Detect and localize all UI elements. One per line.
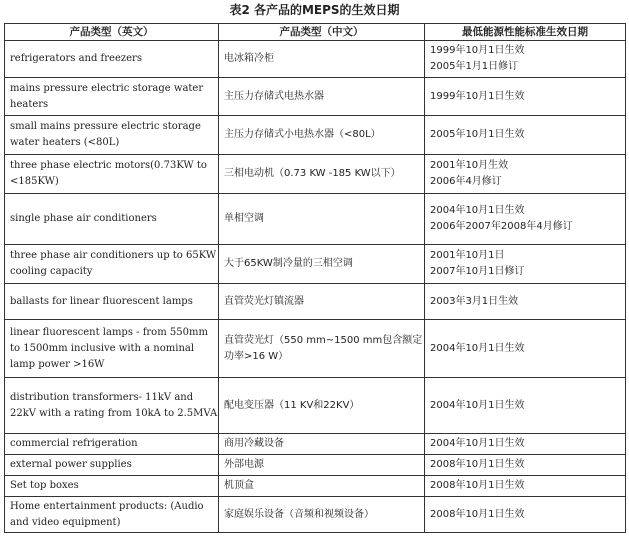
- table-row: [5, 497, 626, 533]
- product-type-chinese: 商用冷藏设备: [219, 434, 425, 455]
- effective-date: 1999年10月1日生效: [430, 45, 525, 56]
- effective-date-cell: [425, 116, 626, 155]
- effective-date: 2006年4月修订: [430, 176, 502, 187]
- effective-date: 2004年10月1日生效: [430, 438, 525, 449]
- product-type-chinese: 直管荧光灯（550 mm~1500 mm包含额定功率>16 W）: [219, 320, 425, 378]
- effective-date-cell: [425, 284, 626, 320]
- effective-date: 2005年10月1日生效: [430, 129, 525, 140]
- effective-date-cell: [425, 497, 626, 533]
- effective-date-cell: [425, 320, 626, 378]
- table-row: [5, 41, 626, 78]
- effective-date: 2001年10月生效: [430, 160, 509, 171]
- product-type-chinese: 外部电源: [219, 455, 425, 476]
- effective-date-cell: [425, 378, 626, 434]
- product-type-english: three phase electric motors(0.73KW to <185KW): [5, 155, 219, 194]
- effective-date: 2004年10月1日生效: [430, 399, 525, 411]
- effective-date-cell: [425, 78, 626, 116]
- product-type-english: Home entertainment products: (Audio and video equipment): [5, 497, 219, 533]
- product-type-chinese: 主压力存储式小电热水器（<80L）: [219, 116, 425, 155]
- product-type-chinese: 三相电动机（0.73 KW -185 KW以下）: [219, 155, 425, 194]
- product-type-chinese: 电冰箱冷柜: [219, 41, 425, 78]
- effective-date: 2003年3月1日生效: [430, 295, 519, 307]
- effective-date-cell: [425, 476, 626, 497]
- header-chinese-type: 产品类型（中文）: [219, 24, 425, 41]
- product-type-chinese: 直管荧光灯镇流器: [219, 284, 425, 320]
- effective-date: 2005年1月1日修订: [430, 61, 519, 72]
- product-type-english: linear fluorescent lamps - from 550mm to 1500mm inclusive with a nominal lamp power >16W: [5, 320, 219, 378]
- product-type-english: mains pressure electric storage water heaters: [5, 78, 219, 116]
- effective-date: 2001年10月1日: [430, 250, 505, 261]
- product-type-chinese: 机顶盒: [219, 476, 425, 497]
- effective-date-cell: [425, 434, 626, 455]
- product-type-english: small mains pressure electric storage water heaters (<80L): [5, 116, 219, 155]
- effective-date-cell: [425, 245, 626, 284]
- table-row: [5, 476, 626, 497]
- product-type-english: external power supplies: [5, 455, 219, 476]
- product-type-english: Set top boxes: [5, 476, 219, 497]
- product-type-chinese: 大于65KW制冷量的三相空调: [219, 245, 425, 284]
- header-effective-date: 最低能源性能标准生效日期: [425, 24, 626, 41]
- table-row: [5, 116, 626, 155]
- meps-table: [4, 23, 626, 533]
- effective-date: 2004年10月1日生效: [430, 205, 525, 216]
- table-row: [5, 320, 626, 378]
- table-row: [5, 155, 626, 194]
- product-type-english: three phase air conditioners up to 65KW cooling capacity: [5, 245, 219, 284]
- product-type-english: ballasts for linear fluorescent lamps: [5, 284, 219, 320]
- product-type-chinese: 单相空调: [219, 194, 425, 245]
- table-row: [5, 245, 626, 284]
- effective-date: 2006年2007年2008年4月修订: [430, 221, 573, 232]
- table-caption: 表2 各产品的MEPS的生效日期: [229, 3, 400, 17]
- table-row: [5, 378, 626, 434]
- table-row: [5, 194, 626, 245]
- product-type-chinese: 家庭娱乐设备（音频和视频设备）: [219, 497, 425, 533]
- table-row: [5, 78, 626, 116]
- product-type-english: refrigerators and freezers: [5, 41, 219, 78]
- product-type-english: single phase air conditioners: [5, 194, 219, 245]
- product-type-chinese: 配电变压器（11 KV和22KV）: [219, 378, 425, 434]
- product-type-english: distribution transformers- 11kV and 22kV with a rating from 10kA to 2.5MVA: [5, 378, 219, 434]
- table-row: [5, 455, 626, 476]
- effective-date: 2008年10月1日生效: [430, 459, 525, 470]
- effective-date: 2004年10月1日生效: [430, 342, 525, 354]
- effective-date: 2008年10月1日生效: [430, 480, 525, 491]
- effective-date-cell: [425, 194, 626, 245]
- product-type-english: commercial refrigeration: [5, 434, 219, 455]
- effective-date: 2007年10月1日修订: [430, 266, 525, 277]
- table-body: [5, 41, 626, 533]
- effective-date-cell: [425, 41, 626, 78]
- header-english-type: 产品类型（英文）: [5, 24, 219, 41]
- table-row: [5, 284, 626, 320]
- effective-date: 2008年10月1日生效: [430, 508, 525, 520]
- product-type-chinese: 主压力存储式电热水器: [219, 78, 425, 116]
- header-row: [5, 24, 626, 41]
- effective-date-cell: [425, 455, 626, 476]
- effective-date: 1999年10月1日生效: [430, 90, 525, 102]
- table-row: [5, 434, 626, 455]
- effective-date-cell: [425, 155, 626, 194]
